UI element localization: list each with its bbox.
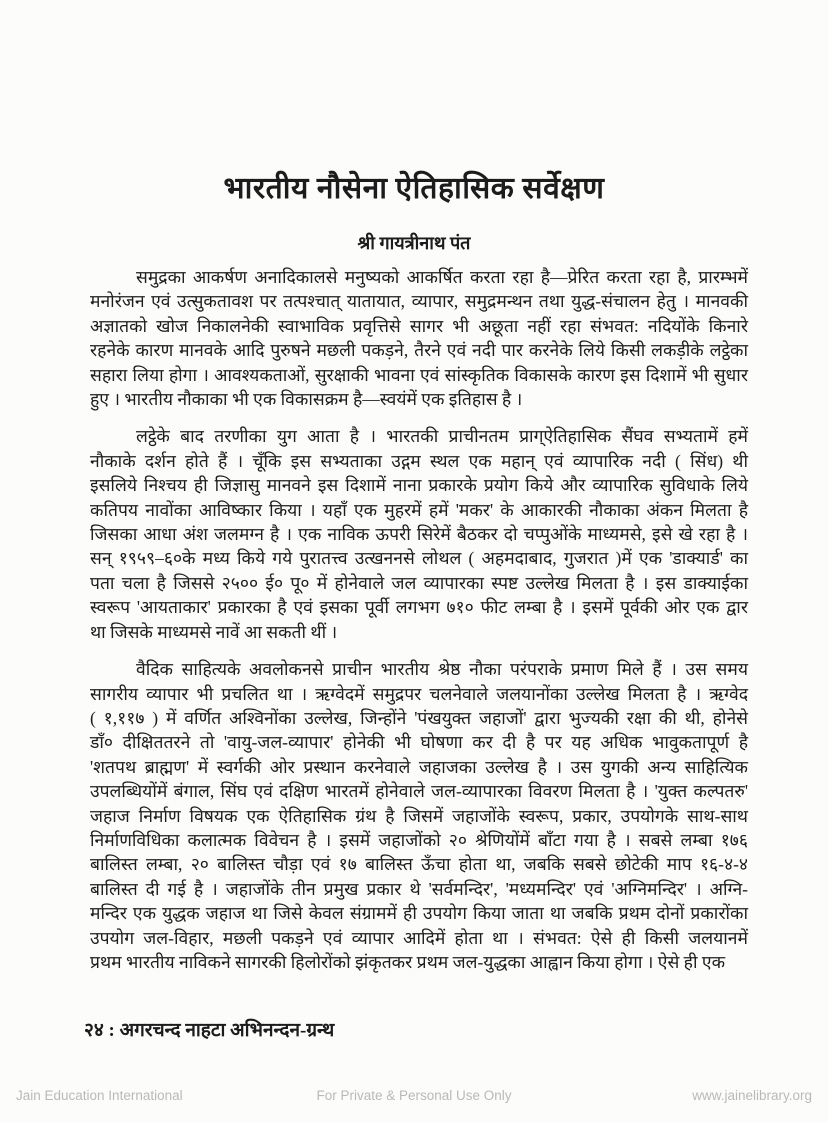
text-line: रहनेके कारण मानवके आदि पुरुषने मछली पकड़ने, तैरने एवं नदी पार करनेके लिये किसी लकड़ीके लट्ठेका [90,340,748,361]
text-line: ( १,११७ ) में वर्णित अश्विनोंका उल्लेख, जिन्होंने 'पंखयुक्त जहाजों' द्वारा भुज्यकी रक्षा की थी, होनेसे [90,707,748,728]
text-line: सागरीय व्यापार भी प्रचलित था । ऋग्वेदमें समुद्रपर चलनेवाले जलयानोंका उल्लेख मिलता है । ऋग्वेद [90,683,748,704]
paragraph-2 [90,424,748,644]
footer-usage-note: For Private & Personal Use Only [316,1088,512,1103]
paragraph-3 [90,657,748,974]
page-title: भारतीय नौसेना ऐतिहासिक सर्वेक्षण [223,172,605,205]
text-line: समुद्रका आकर्षण अनादिकालसे मनुष्यको आकर्षित करता रहा है—प्रेरित करता रहा है, प्रारम्भमें [136,267,748,287]
text-line: सन् १९५९–६०के मध्य किये गये पुरातत्त्व उत्खननसे लोथल ( अहमदाबाद, गुजरात )में एक 'डाक्यार्ड' का [90,548,748,569]
text-line: हुए । भारतीय नौकाका भी एक विकासक्रम है—स्वयंमें एक इतिहास है । [90,389,523,410]
text-line: मनोरंजन एवं उत्सुकतावश पर तत्पश्चात् यातायात, व्यापार, समुद्रमन्थन तथा युद्ध-संचालन हेतु । मानवकी [90,291,748,312]
text-line: प्रथम भारतीय नाविकने सागरकी हिलोरोंको झंकृतकर प्रथम जल-युद्धका आह्वान किया होगा । ऐसे ही एक [90,951,726,972]
text-line: अज्ञातको खोज निकालनेकी स्वाभाविक प्रवृत्तिसे सागर भी अछूता नहीं रहा संभवत: नदियोंके किनारे [90,315,748,336]
text-line: उपलब्धियोंमें बंगाल, सिंघ एवं दक्षिण भारतमें होनेवाले जल-व्यापारका विवरण मिलता है । 'युक्त कल्पतरु' [90,781,748,802]
text-line: लट्ठेके बाद तरणीका युग आता है । भारतकी प्राचीनतम प्राग्ऐतिहासिक सैंघव सभ्यतामें हमें [136,426,748,447]
text-line: निर्माणविधिका कलात्मक विवेचन है । इसमें जहाजोंको २० श्रेणियोंमें बाँटा गया है । सबसे लम्बा १७६ [90,829,748,850]
paragraph-1 [90,265,748,411]
text-line: स्वरूप 'आयताकार' प्रकारका है एवं इसका पूर्वी लगभग ७१० फीट लम्बा है । इसमें पूर्वकी ओर एक द्वार [90,597,748,618]
text-line: इसलिये निश्चय ही जिज्ञासु मानवने इस दिशामें नाना प्रकारके प्रयोग किये और व्यापारिक सुविधाके लिये [90,475,748,496]
scan-footer-bar [16,1088,812,1103]
text-line: जहाज निर्माण विषयक एक ऐतिहासिक ग्रंथ है जिसमें जहाजोंके स्वरूप, प्रकार, उपयोगके साथ-साथ [90,805,748,826]
page-number-label: २४ : अगरचन्द नाहटा अभिनन्दन-ग्रन्थ [84,1020,335,1041]
text-line: कतिपय नावोंका आविष्कार किया । यहाँ एक मुहरमें हमें 'मकर' के आकारकी नौकाका अंकन मिलता है [90,499,748,520]
text-line: बालिस्त दी गई है । जहाजोंके तीन प्रमुख प्रकार थे 'सर्वमन्दिर', 'मध्यमन्दिर' एवं 'अग्निमन्दिर' । अग्नि- [90,878,748,899]
footer-publisher: Jain Education International [16,1088,183,1103]
footer-website: www.jainelibrary.org [692,1088,812,1103]
text-line: उपयोग जल-विहार, मछली पकड़ने एवं व्यापार आदिमें होता था । संभवत: ऐसे ही किसी जलयानमें [90,927,748,948]
text-line: पता चला है जिससे २५०० ई० पू० में होनेवाले जल व्यापारका स्पष्ट उल्लेख मिलता है । इस डाक्याईका [90,572,748,593]
author-name: श्री गायत्रीनाथ पंत [357,233,471,253]
text-line: 'शतपथ ब्राह्मण' में स्वर्गकी ओर प्रस्थान करनेवाले जहाजका उल्लेख है । उस युगकी अन्य साहित्यिक [90,756,748,777]
text-line: डाँ० दीक्षिततरने तो 'वायु-जल-व्यापार' होनेकी भी घोषणा कर दी है पर यह अधिक भावुकतापूर्ण है [90,732,748,753]
body-text [90,265,748,987]
text-line: मन्दिर एक युद्धक जहाज था जिसे केवल संग्राममें ही उपयोग किया जाता था जबकि प्रथम दोनों प्रकारोंका [90,903,748,924]
text-line: था जिसके माध्यमसे नावें आ सकती थीं । [90,621,338,642]
text-line: वैदिक साहित्यके अवलोकनसे प्राचीन भारतीय श्रेष्ठ नौका परंपराके प्रमाण मिले हैं । उस समय [136,659,748,680]
text-line: नौकाके दर्शन होते हैं । चूँकि इस सभ्यताका उद्गम स्थल एक महान् एवं व्यापारिक नदी ( सिंध) थी [90,450,748,471]
text-line: सहारा लिया होगा । आवश्यकताओं, सुरक्षाकी भावना एवं सांस्कृतिक विकासके कारण इस दिशामें भी सुधार [90,364,748,385]
text-line: जिसका आधा अंश जलमग्न है । एक नाविक ऊपरी सिरेमें बैठकर दो चप्पुओंके माध्यमसे, इसे खे रहा है । [90,524,748,545]
text-line: बालिस्त लम्बा, २० बालिस्त चौड़ा एवं १७ बालिस्त ऊँचा होता था, जबकि सबसे छोटेकी माप १६-४-४ [90,854,748,875]
